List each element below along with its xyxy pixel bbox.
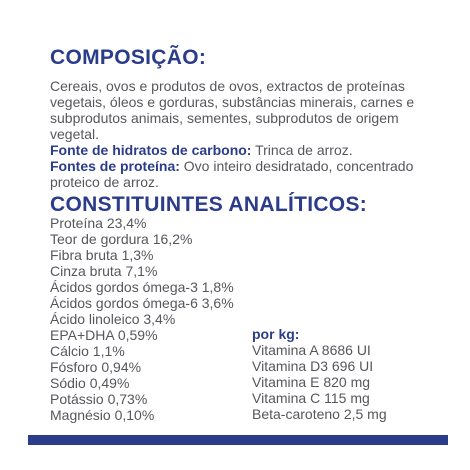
constituent-item: Fibra bruta 1,3% — [50, 247, 154, 263]
vitamin-item: Beta-caroteno 2,5 mg — [252, 406, 387, 422]
ingredients-text: Cereais, ovos e produtos de ovos, extractos de proteínas vegetais, óleos e gorduras, substâncias minerais, carnes e subprodutos animais, sementes, subprodutos de origem vegetal. — [50, 78, 415, 142]
carbohydrate-source-value: Trinca de arroz. — [251, 142, 353, 158]
carbohydrate-source — [50, 142, 450, 158]
constituent-item: Cinza bruta 7,1% — [50, 263, 158, 279]
protein-source-value: Ovo inteiro desidratado, concentrado proteico de arroz. — [50, 158, 414, 190]
protein-source-label: Fontes de proteína: — [50, 158, 180, 174]
composition-text — [50, 78, 450, 190]
carbohydrate-source-label: Fonte de hidratos de carbono: — [50, 142, 252, 158]
analytical-constituents-list — [50, 215, 234, 423]
per-kg-list — [252, 326, 387, 422]
vitamin-item: Vitamina C 115 mg — [252, 390, 370, 406]
constituent-item: Ácidos gordos ómega-3 1,8% — [50, 279, 234, 295]
constituent-item: Fósforo 0,94% — [50, 359, 142, 375]
constituent-item: Ácidos gordos ómega-6 3,6% — [50, 295, 234, 311]
constituents-heading: CONSTITUINTES ANALÍTICOS: — [50, 193, 368, 216]
bottom-divider-bar — [28, 435, 448, 445]
vitamin-item: Vitamina E 820 mg — [252, 374, 371, 390]
constituent-item: EPA+DHA 0,59% — [50, 327, 158, 343]
constituent-item: Cálcio 1,1% — [50, 343, 125, 359]
constituent-item: Proteína 23,4% — [50, 215, 147, 231]
vitamin-item: Vitamina D3 696 UI — [252, 358, 374, 374]
constituent-item: Magnésio 0,10% — [50, 407, 155, 423]
constituent-item: Potássio 0,73% — [50, 391, 148, 407]
protein-source — [50, 158, 450, 190]
vitamin-item: Vitamina A 8686 UI — [252, 342, 371, 358]
composition-heading: COMPOSIÇÃO: — [50, 46, 207, 69]
constituent-item: Ácido linoleico 3,4% — [50, 311, 176, 327]
constituent-item: Teor de gordura 16,2% — [50, 231, 193, 247]
per-kg-label: por kg: — [252, 326, 300, 342]
constituent-item: Sódio 0,49% — [50, 375, 130, 391]
